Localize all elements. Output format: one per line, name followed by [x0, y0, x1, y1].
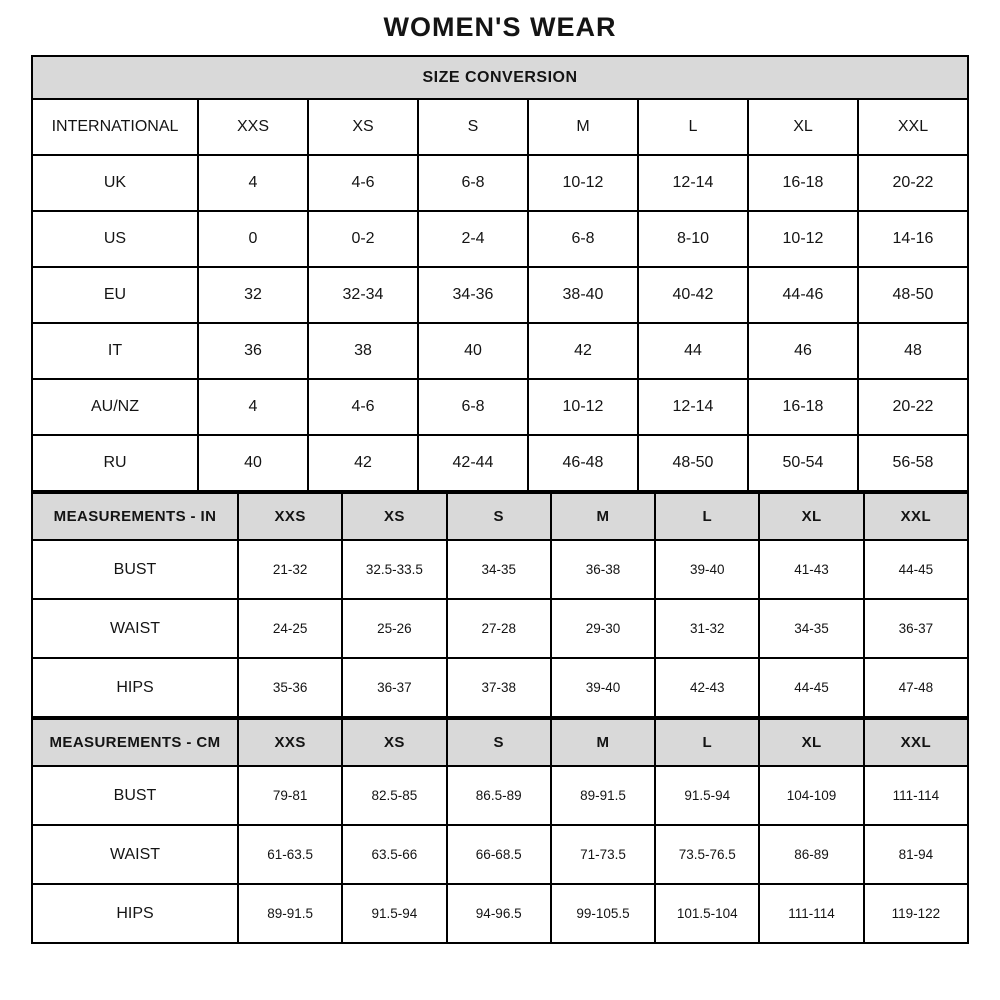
- size-value: 56-58: [858, 435, 968, 491]
- size-value: 34-35: [447, 540, 551, 599]
- size-value: 71-73.5: [551, 825, 655, 884]
- column-header: S: [447, 493, 551, 540]
- size-value: 36: [198, 323, 308, 379]
- size-value: 73.5-76.5: [655, 825, 759, 884]
- row-label: HIPS: [32, 884, 238, 943]
- size-value: 86.5-89: [447, 766, 551, 825]
- size-value: 61-63.5: [238, 825, 342, 884]
- size-value: 29-30: [551, 599, 655, 658]
- size-value: 39-40: [655, 540, 759, 599]
- size-value: 48: [858, 323, 968, 379]
- row-label: RU: [32, 435, 198, 491]
- column-header: XL: [759, 493, 863, 540]
- row-label: WAIST: [32, 599, 238, 658]
- column-header: XS: [308, 99, 418, 155]
- size-value: 6-8: [528, 211, 638, 267]
- size-value: 89-91.5: [238, 884, 342, 943]
- table-row: [32, 766, 968, 825]
- size-value: 44-45: [759, 658, 863, 717]
- size-value: 86-89: [759, 825, 863, 884]
- table-row: [32, 379, 968, 435]
- column-header: XS: [342, 719, 446, 766]
- column-header: XXS: [238, 493, 342, 540]
- size-value: 8-10: [638, 211, 748, 267]
- column-header: S: [418, 99, 528, 155]
- size-value: 37-38: [447, 658, 551, 717]
- table-row: [32, 540, 968, 599]
- size-value: 20-22: [858, 379, 968, 435]
- size-value: 4-6: [308, 155, 418, 211]
- row-label: AU/NZ: [32, 379, 198, 435]
- header-row: [32, 719, 968, 766]
- size-value: 34-35: [759, 599, 863, 658]
- table-row: [32, 267, 968, 323]
- size-value: 32.5-33.5: [342, 540, 446, 599]
- column-header: L: [638, 99, 748, 155]
- column-header: M: [551, 719, 655, 766]
- size-value: 40: [418, 323, 528, 379]
- size-value: 32-34: [308, 267, 418, 323]
- column-header: MEASUREMENTS - CM: [32, 719, 238, 766]
- size-value: 16-18: [748, 155, 858, 211]
- size-value: 50-54: [748, 435, 858, 491]
- row-label: BUST: [32, 766, 238, 825]
- size-value: 27-28: [447, 599, 551, 658]
- size-value: 36-38: [551, 540, 655, 599]
- size-value: 79-81: [238, 766, 342, 825]
- row-label: US: [32, 211, 198, 267]
- size-value: 94-96.5: [447, 884, 551, 943]
- table-row: [32, 825, 968, 884]
- measurements-in-table: [31, 492, 969, 718]
- size-value: 42-44: [418, 435, 528, 491]
- column-header: XXL: [858, 99, 968, 155]
- size-value: 99-105.5: [551, 884, 655, 943]
- size-value: 47-48: [864, 658, 968, 717]
- table-banner: SIZE CONVERSION: [32, 56, 968, 99]
- column-header: L: [655, 719, 759, 766]
- column-header: XXL: [864, 493, 968, 540]
- column-header: M: [528, 99, 638, 155]
- column-header: XXS: [198, 99, 308, 155]
- size-value: 4-6: [308, 379, 418, 435]
- size-value: 46-48: [528, 435, 638, 491]
- size-value: 41-43: [759, 540, 863, 599]
- size-value: 10-12: [528, 155, 638, 211]
- size-value: 101.5-104: [655, 884, 759, 943]
- size-value: 16-18: [748, 379, 858, 435]
- page-title: WOMEN'S WEAR: [383, 12, 617, 42]
- size-value: 24-25: [238, 599, 342, 658]
- size-value: 21-32: [238, 540, 342, 599]
- row-label: IT: [32, 323, 198, 379]
- row-label: WAIST: [32, 825, 238, 884]
- size-value: 91.5-94: [342, 884, 446, 943]
- column-header: S: [447, 719, 551, 766]
- table-row: [32, 323, 968, 379]
- size-value: 36-37: [342, 658, 446, 717]
- size-value: 42: [528, 323, 638, 379]
- measurements-cm-table: [31, 718, 969, 944]
- size-value: 82.5-85: [342, 766, 446, 825]
- size-value: 4: [198, 379, 308, 435]
- size-value: 111-114: [864, 766, 968, 825]
- size-value: 42: [308, 435, 418, 491]
- size-value: 32: [198, 267, 308, 323]
- column-header: XL: [748, 99, 858, 155]
- size-value: 111-114: [759, 884, 863, 943]
- column-header: INTERNATIONAL: [32, 99, 198, 155]
- size-value: 4: [198, 155, 308, 211]
- size-value: 6-8: [418, 379, 528, 435]
- size-value: 42-43: [655, 658, 759, 717]
- size-value: 40: [198, 435, 308, 491]
- size-value: 31-32: [655, 599, 759, 658]
- size-value: 38: [308, 323, 418, 379]
- size-value: 39-40: [551, 658, 655, 717]
- size-value: 46: [748, 323, 858, 379]
- size-value: 25-26: [342, 599, 446, 658]
- size-value: 6-8: [418, 155, 528, 211]
- size-value: 44: [638, 323, 748, 379]
- size-value: 44-46: [748, 267, 858, 323]
- column-header: XL: [759, 719, 863, 766]
- size-value: 10-12: [528, 379, 638, 435]
- header-row: [32, 99, 968, 155]
- size-value: 66-68.5: [447, 825, 551, 884]
- table-row: [32, 658, 968, 717]
- size-value: 89-91.5: [551, 766, 655, 825]
- size-value: 12-14: [638, 379, 748, 435]
- size-conversion-table: [31, 55, 969, 492]
- size-value: 34-36: [418, 267, 528, 323]
- table-row: [32, 211, 968, 267]
- size-value: 63.5-66: [342, 825, 446, 884]
- size-value: 36-37: [864, 599, 968, 658]
- column-header: XXL: [864, 719, 968, 766]
- row-label: HIPS: [32, 658, 238, 717]
- size-value: 44-45: [864, 540, 968, 599]
- size-value: 20-22: [858, 155, 968, 211]
- size-value: 14-16: [858, 211, 968, 267]
- size-value: 38-40: [528, 267, 638, 323]
- size-value: 91.5-94: [655, 766, 759, 825]
- table-row: [32, 599, 968, 658]
- column-header: L: [655, 493, 759, 540]
- row-label: EU: [32, 267, 198, 323]
- size-value: 81-94: [864, 825, 968, 884]
- size-value: 40-42: [638, 267, 748, 323]
- table-row: [32, 884, 968, 943]
- table-banner-row: [32, 56, 968, 99]
- size-value: 104-109: [759, 766, 863, 825]
- column-header: M: [551, 493, 655, 540]
- header-row: [32, 493, 968, 540]
- column-header: XXS: [238, 719, 342, 766]
- size-value: 0: [198, 211, 308, 267]
- row-label: BUST: [32, 540, 238, 599]
- column-header: XS: [342, 493, 446, 540]
- table-row: [32, 155, 968, 211]
- size-value: 48-50: [858, 267, 968, 323]
- row-label: UK: [32, 155, 198, 211]
- size-value: 0-2: [308, 211, 418, 267]
- size-value: 2-4: [418, 211, 528, 267]
- size-value: 10-12: [748, 211, 858, 267]
- size-value: 12-14: [638, 155, 748, 211]
- size-value: 48-50: [638, 435, 748, 491]
- column-header: MEASUREMENTS - IN: [32, 493, 238, 540]
- table-row: [32, 435, 968, 491]
- size-value: 119-122: [864, 884, 968, 943]
- size-value: 35-36: [238, 658, 342, 717]
